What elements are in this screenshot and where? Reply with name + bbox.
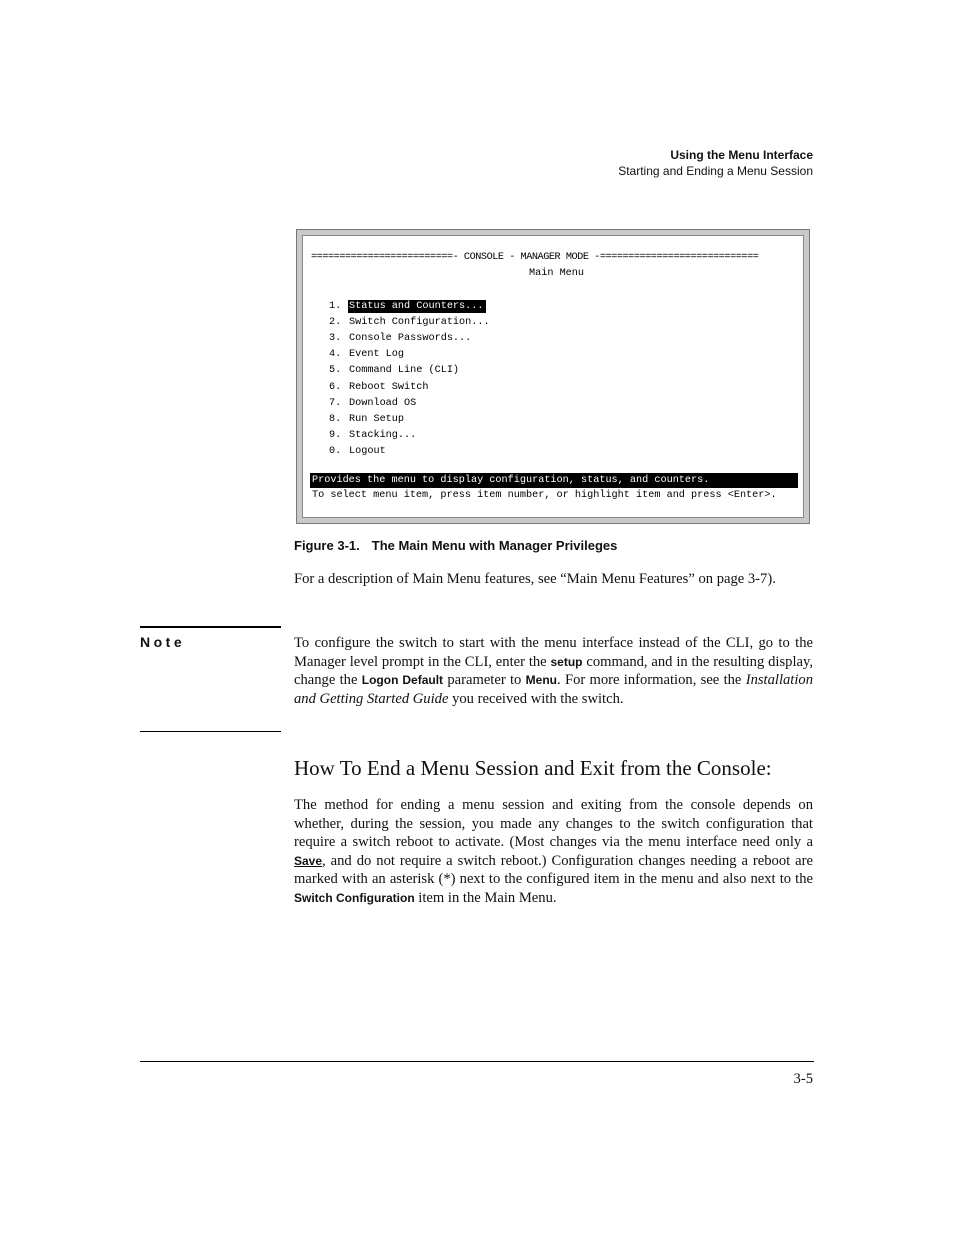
console-screenshot-frame: [296, 229, 810, 524]
note-bottom-rule: [140, 731, 281, 732]
menu-item-reboot-switch[interactable]: Reboot Switch: [349, 382, 429, 393]
menu-item-console-passwords[interactable]: Console Passwords...: [349, 333, 472, 344]
menu-item-number: 1.: [329, 301, 342, 312]
figure-caption: [294, 538, 617, 553]
console-screen: [302, 235, 804, 518]
menu-item-download-os[interactable]: Download OS: [349, 398, 417, 409]
menu-item-number: 3.: [329, 333, 342, 344]
menu-item-number: 4.: [329, 349, 342, 360]
console-help-text: To select menu item, press item number, or highlight item and press <Enter>.: [312, 490, 777, 501]
figure-number: Figure 3-1.: [294, 538, 360, 553]
menu-item-event-log[interactable]: Event Log: [349, 349, 405, 360]
console-menu-title: Main Menu: [529, 268, 585, 279]
chapter-title: Using the Menu Interface: [670, 148, 813, 162]
keyword-save: Save: [294, 853, 323, 868]
section-paragraph: The method for ending a menu session and exiting from the console depends on whether, during the session, you made any changes to the switch configuration that require a switch reboot to activate. (Most changes via the menu interface need only a Save, and do not require a switch reboot.) Configuration changes needing a reboot are marked with an asterisk (*) next to the configured item in the menu and also next to the Switch Configuration item in the Main Menu.: [294, 797, 813, 906]
menu-item-logout[interactable]: Logout: [349, 446, 386, 457]
menu-item-run-setup[interactable]: Run Setup: [349, 414, 405, 425]
figure-title: The Main Menu with Manager Privileges: [371, 538, 618, 553]
intro-paragraph: For a description of Main Menu features, see “Main Menu Features” on page 3-7).: [294, 571, 776, 587]
note-label: Note: [140, 634, 186, 650]
keyword-menu: Menu: [525, 673, 557, 688]
menu-item-switch-configuration[interactable]: Switch Configuration...: [349, 317, 490, 328]
running-header: [618, 147, 813, 179]
guide-title: Installation and Getting Started Guide: [294, 672, 814, 707]
menu-item-number: 0.: [329, 446, 342, 457]
keyword-logon-default: Logon Default: [361, 673, 444, 688]
keyword-switch-configuration: Switch Configuration: [294, 890, 415, 905]
note-top-rule: [140, 626, 281, 628]
footer-rule: [140, 1061, 814, 1062]
note-paragraph: To configure the switch to start with the menu interface instead of the CLI, go to the Manager level prompt in the CLI, enter the setup command, and in the resulting display, change the Logon Default parameter to Menu. For more information, see the Installation and Getting Started Guide you received with the switch.: [294, 635, 814, 707]
console-status-text: Provides the menu to display configuration, status, and counters.: [312, 475, 710, 486]
menu-item-number: 6.: [329, 382, 342, 393]
keyword-setup: setup: [550, 654, 583, 669]
menu-item-number: 8.: [329, 414, 342, 425]
page-number: 3-5: [793, 1071, 813, 1087]
menu-item-number: 7.: [329, 398, 342, 409]
menu-item-status-and-counters[interactable]: Status and Counters...: [349, 301, 484, 312]
console-banner: =========================- CONSOLE - MANAGER MODE -============================: [311, 252, 759, 263]
section-title: Starting and Ending a Menu Session: [618, 164, 813, 178]
menu-item-stacking[interactable]: Stacking...: [349, 430, 417, 441]
section-heading: How To End a Menu Session and Exit from the Console:: [294, 756, 772, 780]
menu-item-number: 5.: [329, 365, 342, 376]
menu-item-number: 9.: [329, 430, 342, 441]
menu-item-number: 2.: [329, 317, 342, 328]
menu-item-command-line[interactable]: Command Line (CLI): [349, 365, 460, 376]
